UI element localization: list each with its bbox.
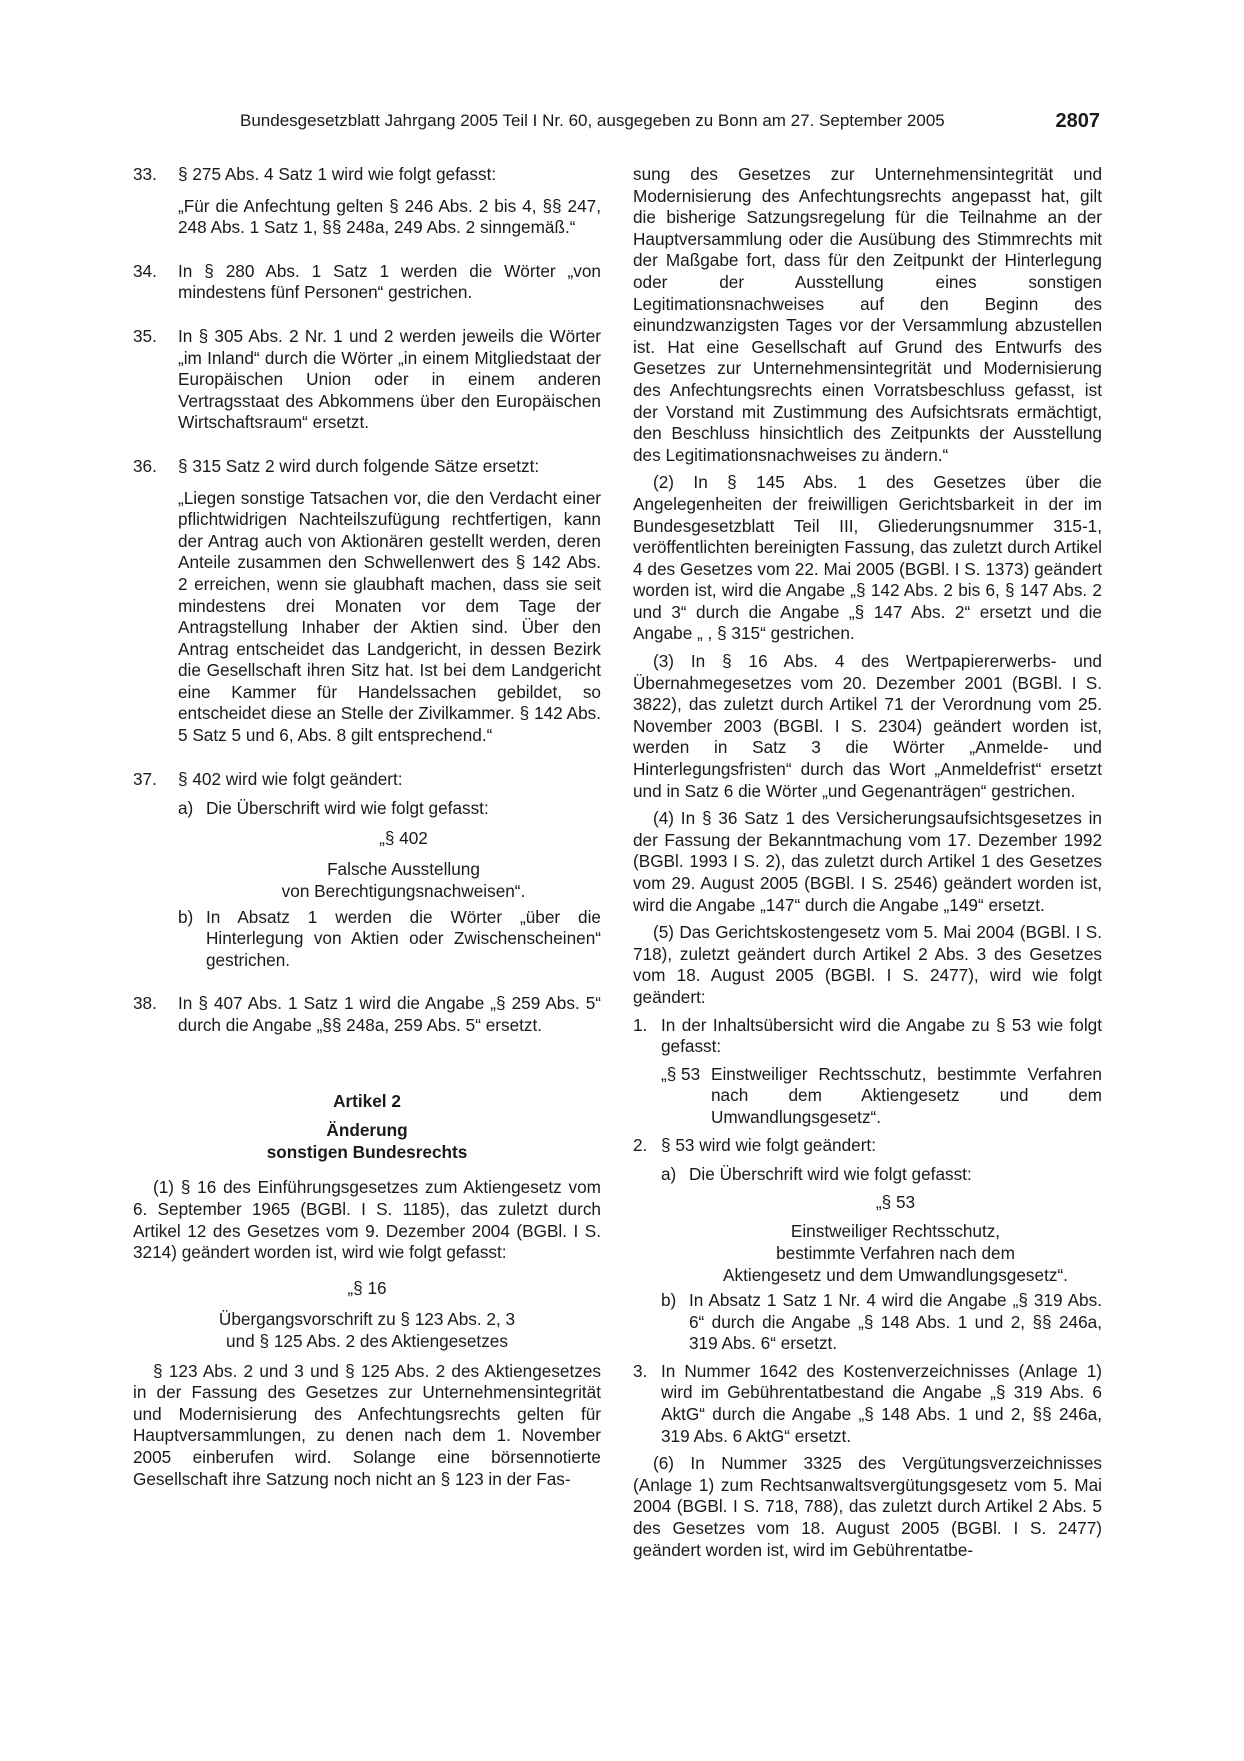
section-title-line: Aktiengesetz und dem Umwandlungsgesetz“. — [723, 1264, 1068, 1285]
section-title-line: Falsche Ausstellung — [327, 859, 480, 880]
item-text: In Nummer 1642 des Kostenverzeichnisses (Anlage 1) wird im Gebührentatbestand die Angabe „§ 319 Abs. 6 AktG“ durch die Angabe „§ 148 Abs. 1 und 2, §§ 246a, 319 Abs. 6 AktG“ ersetzt. — [661, 1360, 1102, 1446]
paragraph-2: (2) In § 145 Abs. 1 des Gesetzes über die Angelegenheiten der freiwilligen Gerichtsbarkeit in der im Bundesgesetzblatt Teil III, Gliederungsnummer 315-1, veröffentlichten bereinigten Fassung, das zuletzt durch Artikel 4 des Gesetzes vom 22. Mai 2005 (BGBl. I S. 1373) geändert worden ist, wird die Angabe „§ 142 Abs. 2 bis 6, § 147 Abs. 2 und 3“ durch die Angabe „§ 147 Abs. 2“ ersetzt und die Angabe „ , § 315“ gestrichen. — [633, 472, 1102, 644]
running-head: Bundesgesetzblatt Jahrgang 2005 Teil I Nr. 60, ausgegeben zu Bonn am 27. September 2005 — [240, 111, 945, 130]
section-title-line: bestimmte Verfahren nach dem — [776, 1242, 1015, 1263]
item-number: 2. — [633, 1134, 648, 1155]
section-body: § 123 Abs. 2 und 3 und § 125 Abs. 2 des Aktiengesetzes in der Fassung des Gesetzes zur Unternehmensintegrität und Modernisierung des Anfechtungsrechts gelten für Hauptversammlungen, zu denen nach dem 1. November 2005 einberufen wird. Solange eine börsennotierte Gesellschaft ihre Satzung noch nicht an § 123 in der Fas- — [133, 1360, 601, 1489]
list-item-35 — [133, 326, 601, 434]
section-title-line: von Berechtigungsnachweisen“. — [281, 881, 526, 902]
section-title-line: Übergangsvorschrift zu § 123 Abs. 2, 3 — [218, 1309, 516, 1330]
sub-item-a — [661, 1164, 1102, 1286]
item-number: 3. — [633, 1360, 648, 1381]
list-item-36 — [133, 456, 601, 747]
left-column — [133, 164, 601, 1490]
item-number: 38. — [133, 993, 157, 1014]
item-quote: „Liegen sonstige Tatsachen vor, die den Verdacht einer pflichtwidrigen Nachteilszufügung rechtfertigen, kann der Antrag auch von Aktionären gestellt werden, deren Anteile zusammen den Schwellenwert des § 142 Abs. 2 erreichen, wenn sie glaubhaft machen, dass sie seit mindestens drei Monaten vor dem Tage der Antragstellung Inhaber der Aktien sind. Über den Antrag entscheidet das Landgericht, in dessen Bezirk die Gesellschaft ihren Sitz hat. Ist bei dem Landgericht eine Kammer für Handelssachen gebildet, so entscheidet diese an Stelle der Zivilkammer. § 142 Abs. 5 Satz 5 und 6, Abs. 8 gilt entsprechend.“ — [178, 487, 601, 746]
section-number: „§ 402 — [379, 827, 428, 848]
article-label: Artikel 2 — [333, 1090, 401, 1111]
item-number: 1. — [633, 1014, 648, 1035]
item-text: § 53 wird wie folgt geändert: — [661, 1134, 876, 1155]
sub-label: b) — [661, 1290, 677, 1311]
list-item-38 — [133, 993, 601, 1036]
section-number: „§ 53 — [875, 1191, 916, 1212]
list-item-37 — [133, 769, 601, 972]
quoted-entry — [661, 1064, 1102, 1129]
list-item-33 — [133, 164, 601, 239]
section-title-line: und § 125 Abs. 2 des Aktiengesetzes — [226, 1330, 508, 1351]
sub-label: b) — [178, 906, 194, 927]
section-title-line: Einstweiliger Rechtsschutz, — [790, 1221, 1001, 1242]
continued-text: sung des Gesetzes zur Unternehmensintegrität und Modernisierung des Anfechtungsrechts angepasst hat, gilt die bisherige Satzungsregelung für die Teilnahme an der Hauptversammlung oder die Ausübung des Stimmrechts mit der Maßgabe fort, dass für den Zeitpunkt der Hinterlegung oder der Ausstellung eines sonstigen Legitimationsnachweises auf den Beginn des einundzwanzigsten Tages vor der Versammlung abzustellen ist. Hat eine Gesellschaft auf Grund des Entwurfs des Gesetzes zur Unternehmensintegrität und Modernisierung des Anfechtungsrechts einen Vorratsbeschluss gefasst, ist der Vorstand mit Zustimmung des Aufsichtsrats ermächtigt, den Beschluss hinsichtlich des Zeitpunkts der Ausstellung des Legitimationsnachweises zu ändern.“ — [633, 164, 1102, 465]
numbered-item-2 — [633, 1135, 1102, 1355]
item-intro: § 402 wird wie folgt geändert: — [178, 768, 403, 789]
item-intro: § 315 Satz 2 wird durch folgende Sätze ersetzt: — [178, 455, 540, 476]
item-number: 35. — [133, 325, 157, 346]
item-text: In § 407 Abs. 1 Satz 1 wird die Angabe „§ 259 Abs. 5“ durch die Angabe „§§ 248a, 259 Abs. 5“ ersetzt. — [178, 993, 601, 1035]
list-item-34 — [133, 261, 601, 304]
paragraph-6: (6) In Nummer 3325 des Vergütungsverzeichnisses (Anlage 1) zum Rechtsanwaltsvergütungsgesetz vom 5. Mai 2004 (BGBl. I S. 718, 788), das zuletzt durch Artikel 2 Abs. 5 des Gesetzes vom 18. August 2005 (BGBl. I S. 2477) geändert worden ist, wird im Gebührentatbe- — [633, 1453, 1102, 1560]
item-text: In § 280 Abs. 1 Satz 1 werden die Wörter „von mindestens fünf Personen“ gestrichen. — [178, 260, 601, 303]
sub-item-b — [661, 1290, 1102, 1355]
numbered-item-3 — [633, 1361, 1102, 1447]
item-number: 37. — [133, 768, 157, 789]
paragraph-3: (3) In § 16 Abs. 4 des Wertpapiererwerbs- und Übernahmegesetzes vom 20. Dezember 2001 (BGBl. I S. 3822), das zuletzt durch Artikel 71 der Verordnung vom 25. November 2003 (BGBl. I S. 2304) geändert worden ist, werden in Satz 3 die Wörter „Anmelde- und Hinterlegungsfristen“ durch das Wort „Anmeldefrist“ ersetzt und in Satz 6 die Wörter „und Gegenanträgen“ gestrichen. — [633, 651, 1102, 801]
sub-text: Die Überschrift wird wie folgt gefasst: — [689, 1164, 972, 1185]
item-number: 34. — [133, 260, 157, 281]
numbered-item-1 — [633, 1015, 1102, 1129]
entry-value: Einstweiliger Rechtsschutz, bestimmte Verfahren nach dem Aktiengesetz und dem Umwandlungsgesetz“. — [711, 1063, 1102, 1127]
page-number: 2807 — [1055, 110, 1100, 132]
item-text: In der Inhaltsübersicht wird die Angabe zu § 53 wie folgt gefasst: — [661, 1014, 1102, 1057]
article-title-line: sonstigen Bundesrechts — [266, 1141, 468, 1162]
page-header — [240, 108, 1100, 134]
sub-text: Die Überschrift wird wie folgt gefasst: — [206, 798, 489, 819]
sub-item-a — [178, 798, 601, 902]
section-number: „§ 16 — [347, 1277, 387, 1298]
paragraph-4: (4) In § 36 Satz 1 des Versicherungsaufsichtsgesetzes in der Fassung der Bekanntmachung vom 17. Dezember 1992 (BGBl. 1993 I S. 2), das zuletzt durch Artikel 1 des Gesetzes vom 29. August 2005 (BGBl. I S. 2546) geändert worden ist, wird die Angabe „147“ durch die Angabe „149“ ersetzt. — [633, 808, 1102, 915]
entry-key: „§ 53 — [661, 1063, 701, 1084]
item-intro: § 275 Abs. 4 Satz 1 wird wie folgt gefasst: — [178, 164, 497, 184]
sub-text: In Absatz 1 werden die Wörter „über die Hinterlegung von Aktien oder Zwischenscheinen“ gestrichen. — [206, 906, 601, 970]
item-number: 33. — [133, 164, 157, 184]
article-title-line: Änderung — [326, 1120, 408, 1141]
sub-label: a) — [178, 798, 194, 819]
right-column — [633, 164, 1102, 1561]
item-text: In § 305 Abs. 2 Nr. 1 und 2 werden jeweils die Wörter „im Inland“ durch die Wörter „in einem Mitgliedstaat der Europäischen Union oder in einem anderen Vertragsstaat des Abkommens über den Europäischen Wirtschaftsraum“ ersetzt. — [178, 325, 601, 433]
item-number: 36. — [133, 455, 157, 476]
paragraph-1: (1) § 16 des Einführungsgesetzes zum Aktiengesetz vom 6. September 1965 (BGBl. I S. 1185), das zuletzt durch Artikel 12 des Gesetzes vom 9. Dezember 2004 (BGBl. I S. 3214) geändert worden ist, wird wie folgt gefasst: — [133, 1177, 601, 1263]
paragraph-5: (5) Das Gerichtskostengesetz vom 5. Mai 2004 (BGBl. I S. 718), zuletzt geändert durch Artikel 2 Abs. 3 des Gesetzes vom 18. August 2005 (BGBl. I S. 2477), wird wie folgt geändert: — [633, 922, 1102, 1007]
item-quote: „Für die Anfechtung gelten § 246 Abs. 2 bis 4, §§ 247, 248 Abs. 1 Satz 1, §§ 248a, 249 Abs. 2 sinngemäß.“ — [178, 195, 601, 238]
sub-item-b — [178, 907, 601, 972]
sub-text: In Absatz 1 Satz 1 Nr. 4 wird die Angabe „§ 319 Abs. 6“ durch die Angabe „§ 148 Abs. 1 und 2, §§ 246a, 319 Abs. 6“ ersetzt. — [689, 1290, 1102, 1354]
sub-label: a) — [661, 1164, 677, 1185]
